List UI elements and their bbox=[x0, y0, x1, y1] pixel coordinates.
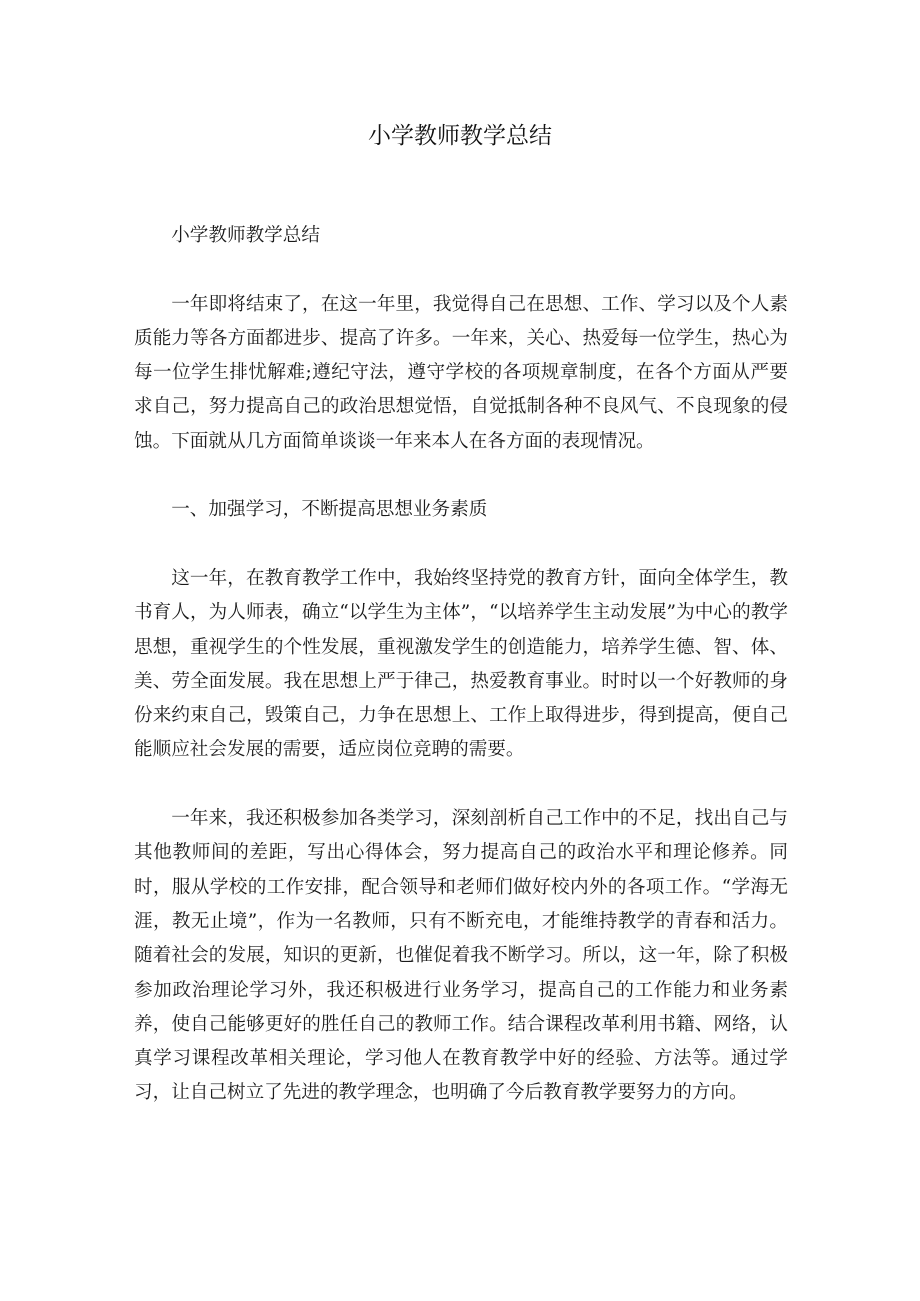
document-body bbox=[134, 219, 788, 1145]
paragraph-subtitle: 小学教师教学总结 bbox=[171, 225, 320, 246]
paragraph-section-1-b: 一年来，我还积极参加各类学习，深刻剖析自己工作中的不足，找出自己与其他教师间的差距，写出心得体会，努力提高自己的政治水平和理论修养。同时，服从学校的工作安排，配合领导和老师们做好校内外的各项工作。“学海无涯，教无止境”，作为一名教师，只有不断充电，才能维持教学的青春和活力。随着社会的发展，知识的更新，也催促着我不断学习。所以，这一年，除了积极参加政治理论学习外，我还积极进行业务学习，提高自己的工作能力和业务素养，使自己能够更好的胜任自己的教师工作。结合课程改革利用书籍、网络，认真学习课程改革相关理论，学习他人在教育教学中好的经验、方法等。通过学习，让自己树立了先进的教学理念，也明确了今后教育教学要努力的方向。 bbox=[134, 808, 788, 1104]
section-heading-1: 一、加强学习，不断提高思想业务素质 bbox=[171, 499, 488, 521]
paragraph-section-1-a: 这一年，在教育教学工作中，我始终坚持党的教育方针，面向全体学生，教书育人，为人师表，确立“以学生为主体”，“以培养学生主动发展”为中心的教学思想，重视学生的个性发展，重视激发学生的创造能力，培养学生德、智、体、美、劳全面发展。我在思想上严于律己，热爱教育事业。时时以一个好教师的身份来约束自己，毁策自己，力争在思想上、工作上取得进步，得到提高，便自己能顺应社会发展的需要，适应岗位竞聘的需要。 bbox=[134, 567, 788, 761]
paragraph-intro: 一年即将结束了，在这一年里，我觉得自己在思想、工作、学习以及个人素质能力等各方面都进步、提高了许多。一年来，关心、热爱每一位学生，热心为每一位学生排忧解难;遵纪守法，遵守学校的各项规章制度，在各个方面从严要求自己，努力提高自己的政治思想觉悟，自觉抵制各种不良风气、不良现象的侵蚀。下面就从几方面简单谈谈一年来本人在各方面的表现情况。 bbox=[134, 293, 788, 452]
document-title: 小学教师教学总结 bbox=[368, 123, 552, 149]
